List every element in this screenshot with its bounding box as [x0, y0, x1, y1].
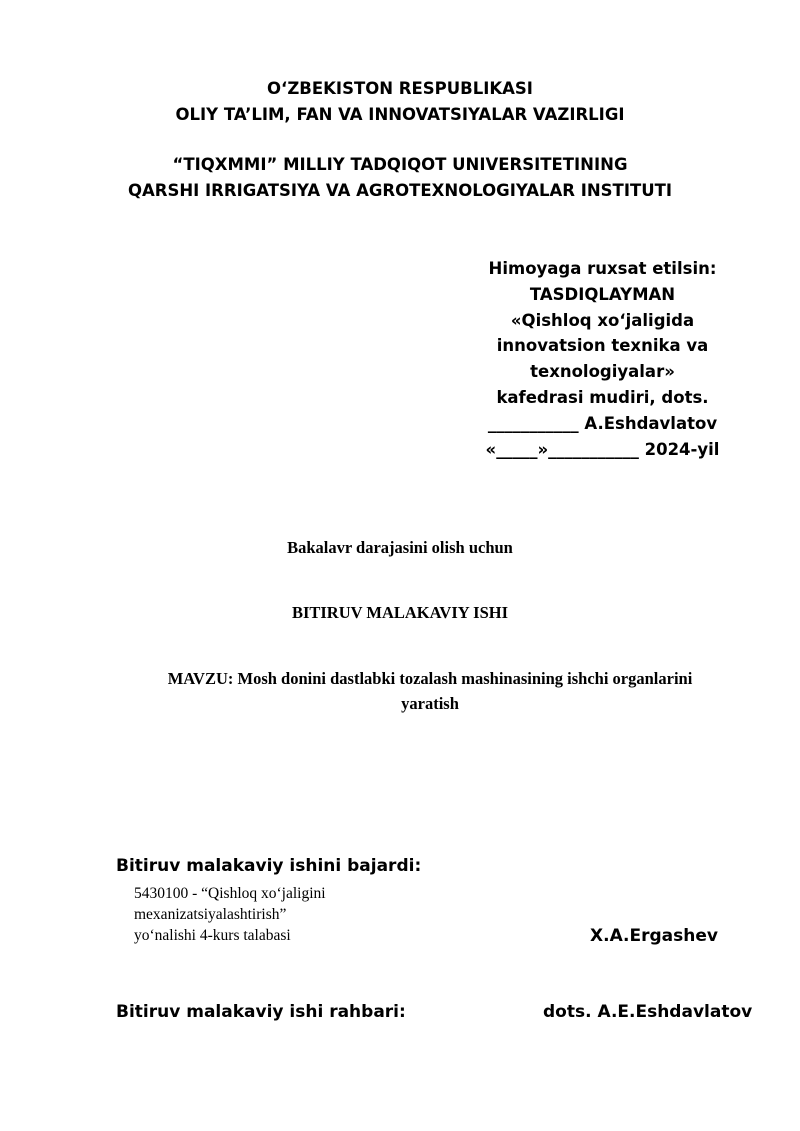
approval-department-line3: texnologiyalar»: [530, 362, 675, 382]
performer-specialty-name: mexanizatsiyalashtirish”: [134, 906, 287, 923]
performer-details: [134, 883, 326, 946]
header-institute: QARSHI IRRIGATSIYA VA AGROTEXNOLOGIYALAR INSTITUTI: [127, 181, 673, 200]
header-republic: O‘ZBEKISTON RESPUBLIKASI: [267, 79, 533, 98]
topic-line2: yaratish: [401, 694, 459, 713]
supervisor-name: dots. A.E.Eshdavlatov: [543, 1002, 753, 1022]
degree-line: Bakalavr darajasini olish uchun: [287, 538, 513, 557]
approval-date: «_____»___________ 2024-yil: [485, 439, 720, 459]
supervisor-label: Bitiruv malakaviy ishi rahbari:: [116, 1002, 406, 1022]
approval-head-title: kafedrasi mudiri, dots.: [496, 387, 709, 407]
performer-course: yo‘nalishi 4-kurs talabasi: [134, 927, 291, 944]
work-type: BITIRUV MALAKAVIY ISHI: [291, 603, 509, 622]
approval-department-line2: innovatsion texnika va: [496, 336, 709, 356]
performer-name: X.A.Ergashev: [590, 926, 718, 946]
topic: [110, 666, 750, 716]
performer-specialty-code: 5430100 - “Qishloq xo‘jaligini: [134, 885, 326, 902]
header-university: “TIQXMMI” MILLIY TADQIQOT UNIVERSITETINING: [172, 155, 628, 174]
header-ministry: OLIY TA’LIM, FAN VA INNOVATSIYALAR VAZIRLIGI: [175, 105, 625, 124]
approval-permit: Himoyaga ruxsat etilsin:: [488, 259, 717, 278]
performer-label: Bitiruv malakaviy ishini bajardi:: [116, 856, 422, 876]
approval-approve: TASDIQLAYMAN: [529, 284, 676, 304]
approval-department-line1: «Qishloq xo‘jaligida: [510, 310, 695, 330]
approval-signature: ___________ A.Eshdavlatov: [487, 413, 718, 433]
approval-block: [470, 256, 735, 462]
topic-line1: MAVZU: Mosh donini dastlabki tozalash mashinasining ishchi organlarini: [167, 669, 693, 688]
